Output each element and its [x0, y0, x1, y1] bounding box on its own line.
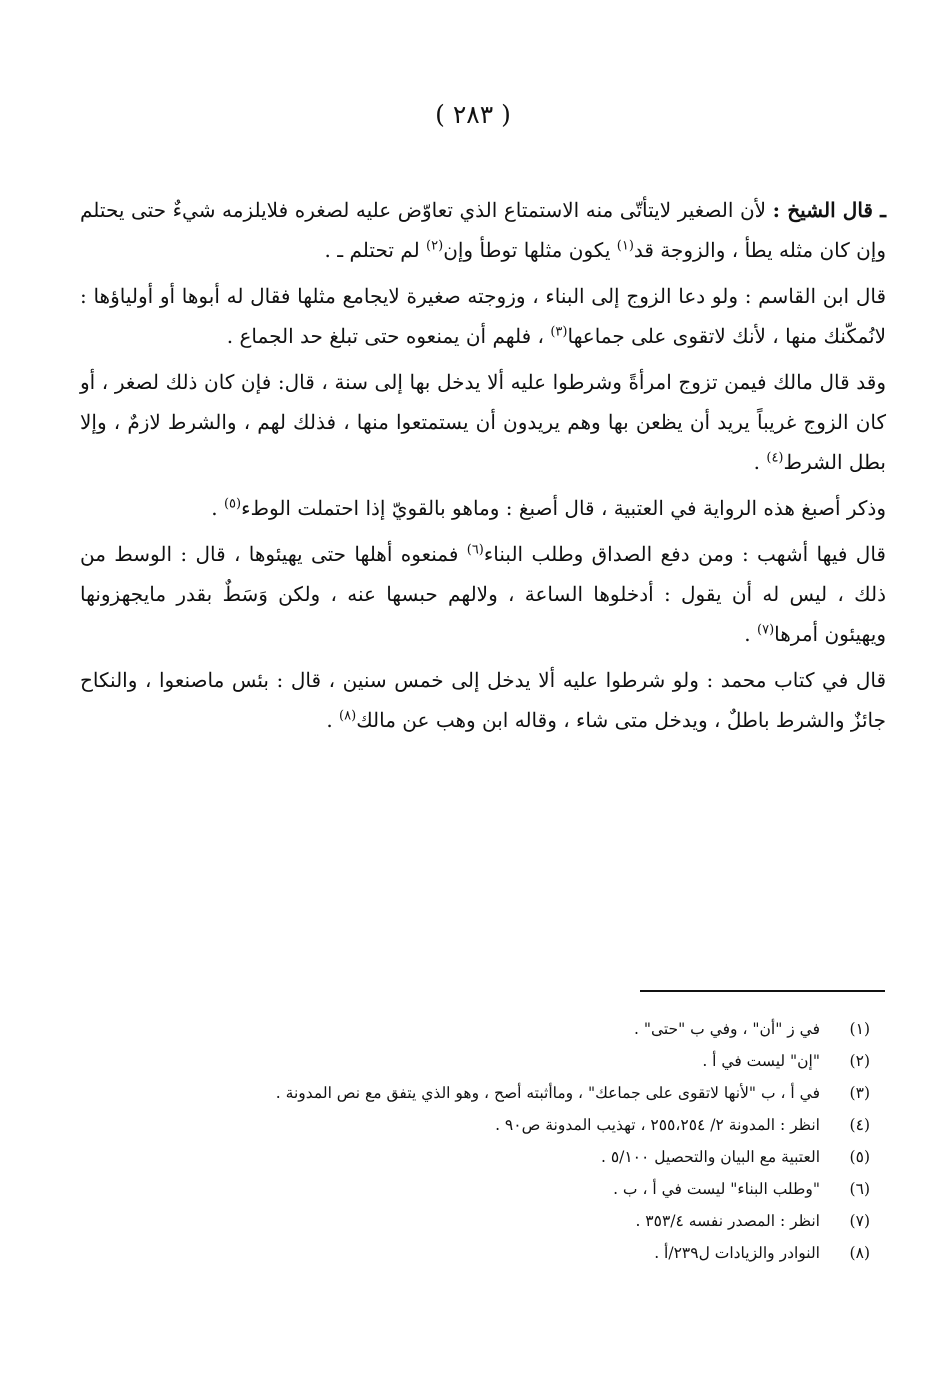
footnote-text: "إن" ليست في أ .: [702, 1052, 820, 1070]
footnote-number: (٣): [849, 1084, 870, 1102]
paragraph-text: قال ابن القاسم : ولو دعا الزوج إلى البناء ، وزوجته صغيرة لايجامع مثلها فقال له أبوها أو أولياؤها : لانُمكّنك منها ، لأنك لاتقوى على جماعها: [80, 284, 886, 348]
footnote-ref: (٥): [223, 496, 242, 512]
paragraph-text: لأن الصغير لايتأتّى منه الاستمتاع الذي تعاوّض عليه لصغره فلايلزمه شيءٌ حتى يحتلم وإن كان مثله يطأ ، والزوجة قد: [80, 198, 886, 262]
footnote-text: النوادر والزيادات ل٢٣٩/أ .: [654, 1244, 820, 1262]
footnote-ref: (١): [616, 238, 634, 254]
footnote-number: (٤): [849, 1116, 870, 1134]
footnote-text: العتبية مع البيان والتحصيل ٥/١٠٠ .: [600, 1148, 820, 1166]
footnote-item: [80, 1141, 870, 1173]
footnote-item: [80, 1013, 870, 1045]
paragraph-text: .: [211, 496, 224, 520]
paragraph-text: .: [753, 450, 767, 474]
paragraph-5: [80, 534, 886, 654]
footnote-ref: (٨): [339, 708, 357, 724]
paragraph-1: [80, 190, 886, 270]
paragraph-4: [80, 488, 886, 528]
paragraph-text: وقد قال مالك فيمن تزوج امرأةً وشرطوا عليه ألا يدخل بها إلى سنة ، قال: فإن كان ذلك لصغر ، أو كان الزوج غريباً يريد أن يظعن بها وهم يريدون أن يستمتعوا منها ، فذلك لهم ، والشرط لازمٌ ، وإلا بطل الشرط: [80, 370, 887, 474]
footnotes: [80, 1013, 870, 1269]
paragraph-text: ، فلهم أن يمنعوه حتى تبلغ حد الجماع .: [226, 324, 551, 348]
footnote-text: انظر : المدونة ٢/ ٢٥٥،٢٥٤ ، تهذيب المدونة ص٩٠ .: [495, 1116, 820, 1134]
footnote-ref: (٣): [550, 324, 568, 340]
footnote-number: (١): [849, 1020, 870, 1038]
paragraph-text: فمنعوه أهلها حتى يهيئوها ، قال : الوسط من ذلك ، ليس له أن يقول : أدخلوها الساعة ، ولالهم حبسها عنه ، ولكن وَسَطٌ بقدر مايجهزونها ويهيئون أمرها: [80, 542, 886, 646]
page-number: ( ٢٨٣ ): [435, 100, 511, 129]
footnote-text: في ز "أن" ، وفي ب "حتى" .: [633, 1020, 820, 1038]
paragraph-text: .: [326, 708, 340, 732]
footnote-text: انظر : المصدر نفسه ٣٥٣/٤ .: [635, 1212, 820, 1230]
footnote-item: [80, 1173, 870, 1205]
footnote-number: (٨): [849, 1244, 870, 1262]
footnote-number: (٢): [849, 1052, 870, 1070]
footnote-item: [80, 1045, 870, 1077]
paragraph-text: وذكر أصبغ هذه الرواية في العتبية ، قال أصبغ : وماهو بالقويّ إذا احتملت الوطء: [241, 496, 886, 520]
paragraph-lead: ـ قال الشيخ :: [772, 198, 887, 222]
paragraph-text: .: [744, 622, 758, 646]
footnote-item: [80, 1109, 870, 1141]
footnote-number: (٦): [849, 1180, 870, 1198]
footnote-ref: (٧): [757, 622, 775, 638]
footnote-number: (٥): [849, 1148, 870, 1166]
footnote-item: [80, 1237, 870, 1269]
paragraph-2: [80, 276, 886, 356]
footnote-ref: (٦): [466, 542, 484, 558]
footnote-text: في أ ، ب "لأنها لاتقوى على جماعك" ، وماأثبته أصح ، وهو الذي يتفق مع نص المدونة .: [275, 1084, 820, 1102]
footnote-ref: (٢): [426, 238, 444, 254]
paragraph-3: [80, 362, 886, 482]
footnote-text: "وطلب البناء" ليست في أ ، ب .: [613, 1180, 820, 1198]
paragraph-text: لم تحتلم ـ .: [324, 238, 427, 262]
footnote-separator: [640, 990, 885, 992]
paragraph-6: [80, 660, 886, 740]
footnote-item: [80, 1077, 870, 1109]
footnote-number: (٧): [849, 1212, 870, 1230]
footnote-ref: (٤): [766, 450, 784, 466]
paragraph-text: يكون مثلها توطأ وإن: [443, 238, 617, 262]
paragraph-text: قال في كتاب محمد : ولو شرطوا عليه ألا يدخل إلى خمس سنين ، قال : بئس ماصنعوا ، والنكاح جائزٌ والشرط باطلٌ ، ويدخل متى شاء ، وقاله ابن وهب عن مالك: [80, 668, 886, 732]
footnote-item: [80, 1205, 870, 1237]
main-text: [80, 190, 886, 746]
paragraph-text: قال فيها أشهب : ومن دفع الصداق وطلب البناء: [483, 542, 886, 566]
